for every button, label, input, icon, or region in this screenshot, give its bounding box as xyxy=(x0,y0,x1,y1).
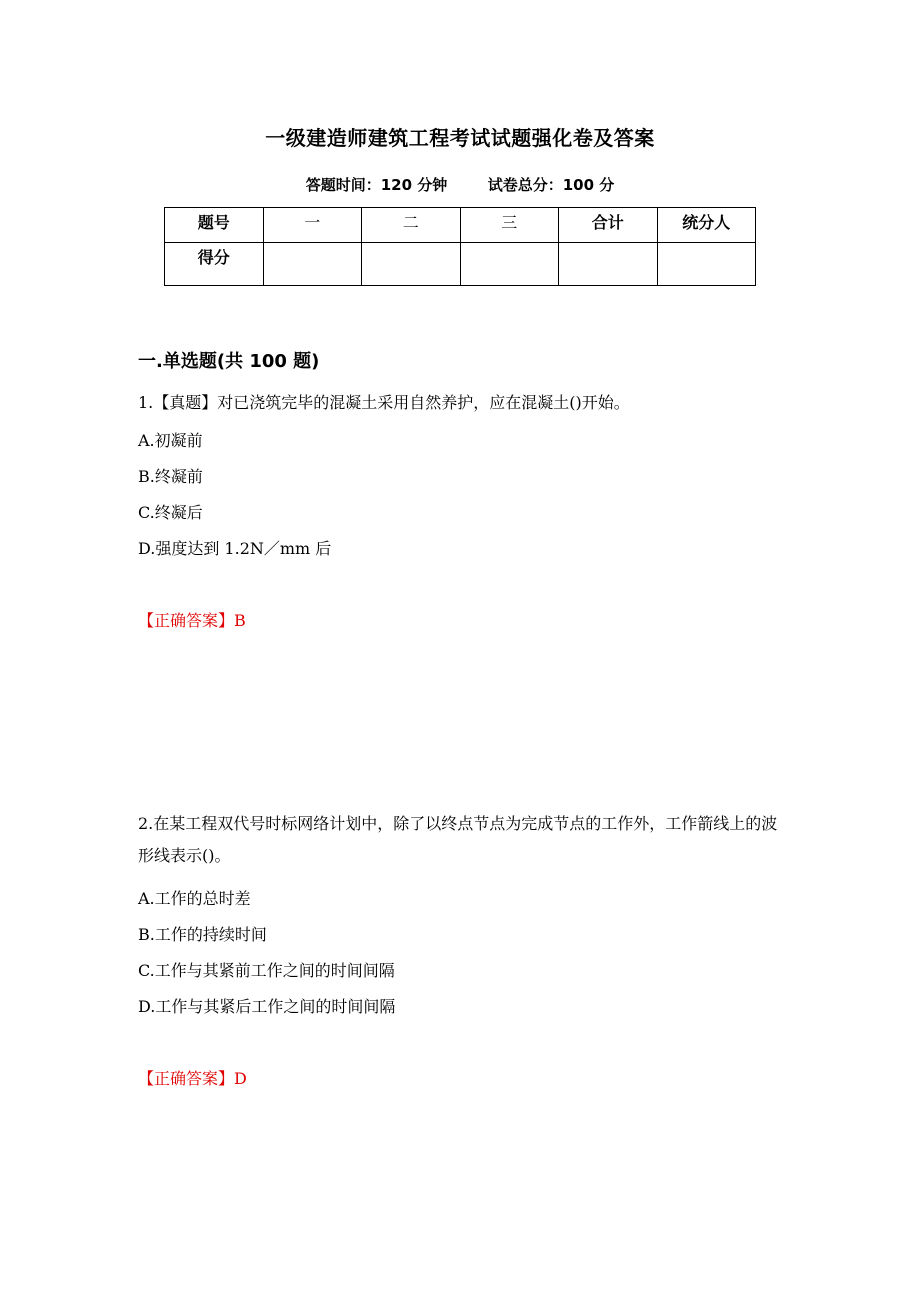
score-cell-part-1 xyxy=(263,243,362,286)
score-cell-total xyxy=(559,243,658,286)
header-cell-part-3: 三 xyxy=(460,208,559,243)
total-score-label: 试卷总分：100 分 xyxy=(487,176,615,194)
score-cell-part-2 xyxy=(362,243,461,286)
header-cell-part-1: 一 xyxy=(263,208,362,243)
question-1-text: 1.【真题】对已浇筑完毕的混凝土采用自然养护，应在混凝土()开始。 xyxy=(138,393,630,412)
question-1-option-a: A.初凝前 xyxy=(138,431,203,450)
exam-meta xyxy=(0,174,920,195)
question-2-option-a: A.工作的总时差 xyxy=(138,889,251,908)
time-label: 答题时间：120 分钟 xyxy=(305,176,448,194)
question-1-option-b: B.终凝前 xyxy=(138,467,203,486)
question-1-option-d: D.强度达到 1.2N／mm 后 xyxy=(138,539,332,558)
question-1-option-c: C.终凝后 xyxy=(138,503,203,522)
question-2-answer: 【正确答案】D xyxy=(138,1069,247,1088)
score-table-header-row xyxy=(165,208,756,243)
section-title: 一.单选题(共 100 题) xyxy=(138,351,320,372)
header-cell-question-no: 题号 xyxy=(165,208,264,243)
question-2-text: 2.在某工程双代号时标网络计划中，除了以终点节点为完成节点的工作外，工作箭线上的波形线表示()。 xyxy=(138,814,778,865)
score-table xyxy=(164,207,756,286)
header-cell-total: 合计 xyxy=(559,208,658,243)
question-2-option-d: D.工作与其紧后工作之间的时间间隔 xyxy=(138,997,396,1016)
score-row-label: 得分 xyxy=(165,243,264,286)
question-2-option-c: C.工作与其紧前工作之间的时间间隔 xyxy=(138,961,395,980)
header-cell-part-2: 二 xyxy=(362,208,461,243)
question-2-option-b: B.工作的持续时间 xyxy=(138,925,267,944)
score-cell-scorer xyxy=(657,243,756,286)
header-cell-scorer: 统分人 xyxy=(657,208,756,243)
document-title: 一级建造师建筑工程考试试题强化卷及答案 xyxy=(265,126,655,150)
score-table-score-row xyxy=(165,243,756,286)
score-cell-part-3 xyxy=(460,243,559,286)
question-1-answer: 【正确答案】B xyxy=(138,611,246,630)
